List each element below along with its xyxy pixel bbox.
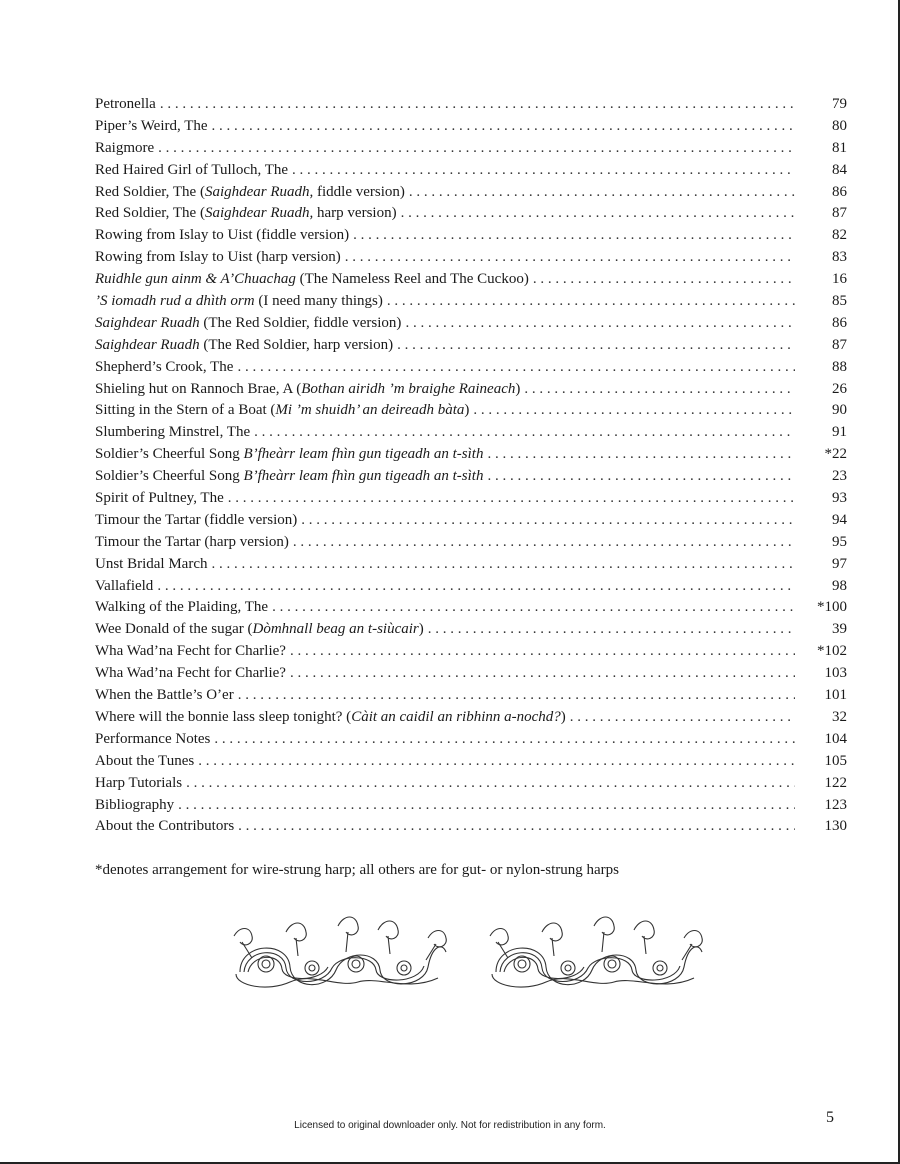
dot-leader — [238, 816, 795, 838]
toc-entry-page: 85 — [832, 293, 847, 310]
dot-leader — [292, 160, 795, 182]
toc-entry-title — [95, 576, 153, 598]
toc-entry-title-text: Timour the Tartar (fiddle version) — [95, 511, 298, 528]
toc-entry-title-italic: B’fheàrr leam fhìn gun tigeadh an t-sìth — [243, 446, 484, 463]
toc-entry — [95, 641, 847, 663]
toc-entry-page: *22 — [824, 446, 847, 463]
footnote: *denotes arrangement for wire-strung harp; all others are for gut- or nylon-strung harps — [95, 862, 619, 878]
toc-entry-title — [95, 379, 520, 401]
toc-entry-page: 91 — [832, 424, 847, 441]
toc-entry-page: 123 — [824, 796, 847, 813]
toc-entry-page: 93 — [832, 490, 847, 507]
dot-leader — [157, 576, 795, 598]
toc-entry-title — [95, 510, 297, 532]
toc-entry-page: 87 — [832, 336, 847, 353]
toc-entry-title — [95, 400, 469, 422]
toc-entry — [95, 619, 847, 641]
toc-entry — [95, 488, 847, 510]
toc-entry-title — [95, 597, 268, 619]
toc-entry — [95, 663, 847, 685]
toc-entry-title — [95, 641, 286, 663]
toc-entry-title-text: Wha Wad’na Fecht for Charlie? — [95, 643, 286, 660]
toc-entry-page: 32 — [832, 708, 847, 725]
toc-entry-title — [95, 751, 194, 773]
dot-leader — [214, 729, 795, 751]
license-notice: Licensed to original downloader only. Not for redistribution in any form. — [294, 1120, 606, 1131]
toc-entry-title — [95, 182, 405, 204]
toc-entry — [95, 335, 847, 357]
toc-entry-title-text: About the Tunes — [95, 752, 195, 769]
toc-entry-title-italic: Ruidhle gun ainm & A’Chuachag — [95, 271, 296, 288]
toc-entry-title-text: Spirit of Pultney, The — [95, 490, 224, 507]
toc-entry-page: 26 — [832, 380, 847, 397]
toc-entry-title-text: ) — [515, 380, 521, 397]
toc-entry-title-text: ) — [560, 708, 566, 725]
toc-entry-title — [95, 422, 250, 444]
toc-entry — [95, 597, 847, 619]
toc-entry-title-italic: Saighdear Ruadh — [95, 314, 200, 331]
toc-entry — [95, 225, 847, 247]
dot-leader — [570, 707, 795, 729]
toc-entry — [95, 510, 847, 532]
toc-entry-title — [95, 554, 207, 576]
dot-leader — [345, 247, 795, 269]
toc-entry-title-text: Wha Wad’na Fecht for Charlie? — [95, 665, 286, 682]
toc-entry-title-text: Slumbering Minstrel, The — [95, 424, 251, 441]
toc-entry-title-text: Where will the bonnie lass sleep tonight? ( — [95, 708, 352, 725]
toc-entry-page: 101 — [824, 687, 847, 704]
toc-entry — [95, 685, 847, 707]
toc-entry-title-text: Bibliography — [95, 796, 175, 813]
celtic-knot-ornament-left — [228, 912, 454, 992]
toc-entry-title — [95, 619, 424, 641]
toc-entry-page: 39 — [832, 621, 847, 638]
toc-entry-page: 122 — [824, 774, 847, 791]
dot-leader — [487, 466, 795, 488]
dot-leader — [212, 116, 795, 138]
toc-entry-page: 80 — [832, 117, 847, 134]
toc-entry-title-italic: Saighdear Ruadh — [95, 336, 200, 353]
toc-entry-title — [95, 247, 341, 269]
toc-entry-title-text: Soldier’s Cheerful Song — [95, 468, 244, 485]
toc-entry-page: *102 — [817, 643, 847, 660]
dot-leader — [272, 597, 795, 619]
toc-entry-title — [95, 291, 383, 313]
toc-entry-page: 86 — [832, 314, 847, 331]
toc-entry — [95, 773, 847, 795]
toc-entry-title-italic: Dòmhnall beag an t-siùcair — [252, 621, 419, 638]
dot-leader — [353, 225, 795, 247]
toc-entry-title-text: Shieling hut on Rannoch Brae, A ( — [95, 380, 302, 397]
toc-entry-title — [95, 335, 393, 357]
toc-entry-title-text: Piper’s Weird, The — [95, 117, 208, 134]
toc-entry-page: 97 — [832, 555, 847, 572]
toc-entry-page: 23 — [832, 468, 847, 485]
toc-entry — [95, 138, 847, 160]
toc-entry — [95, 751, 847, 773]
dot-leader — [301, 510, 795, 532]
dot-leader — [186, 773, 795, 795]
toc-entry-title — [95, 488, 224, 510]
dot-leader — [524, 379, 795, 401]
toc-entry-page: 103 — [824, 665, 847, 682]
toc-entry-title-text: Performance Notes — [95, 730, 211, 747]
toc-entry-page: 90 — [832, 402, 847, 419]
toc-entry-title-text: Walking of the Plaiding, The — [95, 599, 269, 616]
toc-entry-title-italic: Bothan airidh ’m braighe Raineach — [301, 380, 516, 397]
dot-leader — [473, 400, 795, 422]
toc-entry-title — [95, 773, 182, 795]
toc-entry-title — [95, 160, 288, 182]
dot-leader — [405, 313, 795, 335]
dot-leader — [228, 488, 795, 510]
toc-entry-title — [95, 795, 174, 817]
toc-entry-page: 82 — [832, 227, 847, 244]
toc-entry — [95, 357, 847, 379]
toc-entry-title-italic: Mi ’m shuidh’ an deireadh bàta — [275, 402, 465, 419]
toc-entry-page: 98 — [832, 577, 847, 594]
toc-entry-title-text: About the Contributors — [95, 818, 235, 835]
toc-entry-title — [95, 94, 156, 116]
dot-leader — [397, 335, 795, 357]
toc-entry-title-text: ) — [464, 402, 470, 419]
toc-entry-title-text: Vallafield — [95, 577, 154, 594]
toc-entry-title-text: Wee Donald of the sugar ( — [95, 621, 253, 638]
toc-entry — [95, 554, 847, 576]
toc-entry-title-text: Red Haired Girl of Tulloch, The — [95, 161, 289, 178]
toc-entry-title-text: Shepherd’s Crook, The — [95, 358, 234, 375]
toc-entry — [95, 576, 847, 598]
toc-entry — [95, 816, 847, 838]
toc-entry-title — [95, 138, 154, 160]
toc-entry — [95, 466, 847, 488]
toc-entry-title-text: Harp Tutorials — [95, 774, 183, 791]
celtic-knot-ornament-right — [484, 912, 710, 992]
toc-entry-page: 83 — [832, 249, 847, 266]
toc-entry-page: 81 — [832, 139, 847, 156]
toc-entry — [95, 729, 847, 751]
toc-entry-title — [95, 444, 483, 466]
toc-entry-title — [95, 532, 289, 554]
toc-entry-page: *100 — [817, 599, 847, 616]
toc-entry-page: 79 — [832, 96, 847, 112]
toc-entry-title-text: Unst Bridal March — [95, 555, 208, 572]
toc-entry-title-text: fiddle version) — [313, 183, 405, 200]
toc-entry-title-text: harp version) — [313, 205, 397, 222]
toc-entry — [95, 422, 847, 444]
toc-entry-title — [95, 203, 397, 225]
toc-entry-page: 104 — [824, 730, 847, 747]
table-of-contents — [95, 94, 847, 838]
toc-entry-page: 105 — [824, 752, 847, 769]
dot-leader — [198, 751, 795, 773]
dot-leader — [237, 357, 795, 379]
toc-entry-page: 16 — [832, 271, 847, 288]
dot-leader — [387, 291, 795, 313]
toc-entry-title-text: Raigmore — [95, 139, 155, 156]
toc-entry-title-text: Sitting in the Stern of a Boat ( — [95, 402, 276, 419]
toc-entry-title — [95, 707, 566, 729]
dot-leader — [178, 795, 795, 817]
dot-leader — [409, 182, 795, 204]
dot-leader — [533, 269, 795, 291]
dot-leader — [401, 203, 795, 225]
toc-entry — [95, 532, 847, 554]
toc-entry-page: 84 — [832, 161, 847, 178]
dot-leader — [238, 685, 795, 707]
toc-entry-title-text: ) — [418, 621, 424, 638]
toc-entry-title-text: Rowing from Islay to Uist (harp version) — [95, 249, 341, 266]
toc-entry — [95, 291, 847, 313]
dot-leader — [290, 663, 795, 685]
dot-leader — [487, 444, 795, 466]
toc-entry-title — [95, 225, 349, 247]
toc-entry-page: 87 — [832, 205, 847, 222]
page-number: 5 — [826, 1109, 834, 1126]
toc-entry-title — [95, 269, 529, 291]
toc-entry-page: 94 — [832, 511, 847, 528]
toc-entry-title-italic: B’fheàrr leam fhìn gun tigeadh an t-sìth — [243, 468, 484, 485]
toc-entry-page: 130 — [824, 818, 847, 835]
toc-entry-title — [95, 663, 286, 685]
toc-entry-page: 95 — [832, 533, 847, 550]
toc-entry — [95, 116, 847, 138]
toc-entry-title-text: Red Soldier, The ( — [95, 205, 205, 222]
toc-entry — [95, 313, 847, 335]
toc-entry-title — [95, 729, 210, 751]
toc-entry-title-text: Soldier’s Cheerful Song — [95, 446, 244, 463]
toc-entry-title-text: (The Nameless Reel and The Cuckoo) — [295, 271, 529, 288]
toc-entry-title-text: Red Soldier, The ( — [95, 183, 205, 200]
toc-entry-title-text: (The Red Soldier, harp version) — [199, 336, 394, 353]
toc-entry-title-text: (I need many things) — [254, 293, 383, 310]
toc-entry — [95, 203, 847, 225]
toc-entry-title-italic: ’S iomadh rud a dhìth orm — [95, 293, 255, 310]
toc-entry-title-text: (The Red Soldier, fiddle version) — [199, 314, 402, 331]
toc-entry — [95, 795, 847, 817]
toc-entry — [95, 444, 847, 466]
toc-entry-page: 88 — [832, 358, 847, 375]
dot-leader — [254, 422, 795, 444]
toc-entry-title-italic: Càit an caidil an ribhinn a-nochd? — [351, 708, 561, 725]
toc-entry — [95, 182, 847, 204]
toc-entry-title — [95, 116, 208, 138]
toc-entry-title — [95, 466, 483, 488]
toc-entry-title-italic: Saighdear Ruadh, — [204, 205, 314, 222]
dot-leader — [428, 619, 795, 641]
toc-entry-title-italic: Saighdear Ruadh, — [204, 183, 314, 200]
toc-entry-title — [95, 313, 401, 335]
toc-entry-title — [95, 685, 234, 707]
toc-entry-title — [95, 357, 233, 379]
toc-entry-title — [95, 816, 234, 838]
dot-leader — [160, 94, 795, 116]
dot-leader — [290, 641, 795, 663]
dot-leader — [158, 138, 795, 160]
toc-entry — [95, 247, 847, 269]
toc-entry — [95, 160, 847, 182]
toc-entry-title-text: When the Battle’s O’er — [95, 687, 234, 704]
toc-entry — [95, 269, 847, 291]
toc-entry-page: 86 — [832, 183, 847, 200]
toc-entry-title-text: Petronella — [95, 96, 156, 112]
toc-entry — [95, 400, 847, 422]
toc-entry-title-text: Timour the Tartar (harp version) — [95, 533, 289, 550]
toc-entry — [95, 707, 847, 729]
toc-entry — [95, 94, 847, 116]
dot-leader — [211, 554, 795, 576]
toc-entry-title-text: Rowing from Islay to Uist (fiddle version) — [95, 227, 350, 244]
dot-leader — [293, 532, 795, 554]
toc-entry — [95, 379, 847, 401]
